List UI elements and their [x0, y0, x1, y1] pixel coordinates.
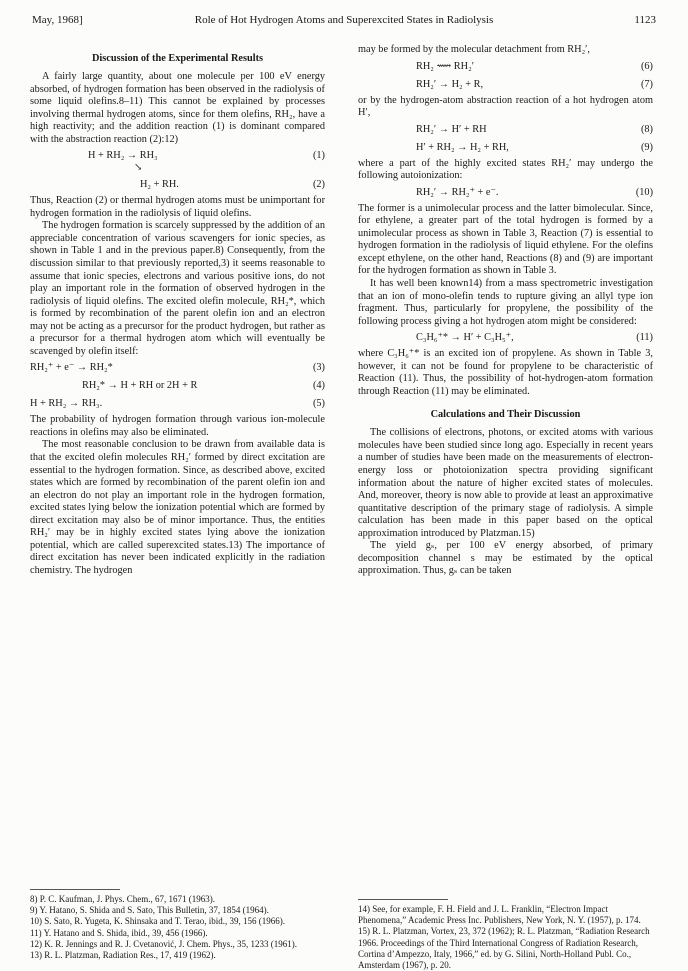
paragraph: Thus, Reaction (2) or thermal hydrogen atoms must be unimportant for hydrogen formation in the radiolysis of liquid olefins.	[30, 195, 325, 219]
equation-10	[358, 185, 653, 201]
equation-number: (11)	[636, 332, 653, 344]
equation-formula: C₃H₆⁺* → H′ + C₃H₅⁺,	[416, 332, 514, 344]
footnote-rule	[30, 889, 120, 890]
equation-formula: RH₂⁺ + e⁻ → RH₂*	[30, 362, 113, 374]
footnote: 10) S. Sato, R. Yugeta, K. Shinsaka and T. Terao, ibid., 39, 156 (1966).	[30, 916, 286, 927]
footnote: 11) Y. Hatano and S. Shida, ibid., 39, 456 (1966).	[30, 927, 208, 938]
footnote: 14) See, for example, F. H. Field and J. L. Franklin, “Electron Impact Phenomena,” Academic Press Inc. Publishers, New York, N. Y. (1957), p. 174.	[358, 904, 641, 926]
equation-5	[30, 396, 325, 412]
footnote: 13) R. L. Platzman, Radiation Res., 17, 419 (1962).	[30, 950, 216, 961]
paragraph: The yield gₛ, per 100 eV energy absorbed, of primary decomposition channel s may be estimated by the optical approximation. Thus, gₛ can be taken	[358, 540, 653, 577]
equation-11	[358, 330, 653, 346]
equation-9	[358, 140, 653, 156]
paragraph: The hydrogen formation is scarcely suppressed by the addition of an appreciable concentration of various scavengers for ionic species, as shown in Table 1 and in the previous paper.8) Consequently, from the discussion similar to that previously reported,3) it seems reasonable to assume that ionic species, electrons and various positive ions, do not play an important role in the formation of observed hydrogen in the radiolysis of liquid olefins. The excited olefin molecule, RH₂*, which is formed by recombination of the parent olefin ion and an electron may not be acting as a precursor for the product hydrogen, but rather as a precursor for a thermal hydrogen atom which will eventually be scavenged by olefin itself:	[30, 220, 325, 357]
paragraph: The collisions of electrons, photons, or excited atoms with various molecules have been studied since long ago. Especially in recent years a number of studies have been made on the measurements of electron-energy loss or photoionization spectra providing significant information about the nature of higher excited states of molecules. And, moreover, theory is now able to provide at least an approximative quantitative description of the primary stage of radiolysis. A simple calculation has been made in this paper based on the optical approximation introduced by Platzman.15)	[358, 427, 653, 539]
equation-number: (1)	[312, 150, 325, 162]
equation-number: (8)	[640, 123, 653, 135]
footnote: 9) Y. Hatano, S. Shida and S. Sato, This Bulletin, 37, 1854 (1964).	[30, 905, 269, 916]
paragraph: where C₃H₆⁺* is an excited ion of propylene. As shown in Table 3, however, it can not be found for propylene to be characteristic of Reaction (11). Thus, the possibility of hot-hydrogen-atom formation through Reaction (11) may be eliminated.	[358, 348, 653, 397]
equation-7	[358, 77, 653, 93]
equation-formula: H′ + RH₂ → H₂ + RH,	[416, 141, 509, 153]
paragraph: The former is a unimolecular process and the latter bimolecular. Since, for ethylene, a greater part of the total hydrogen is formed by a unimolecular process as shown in Table 3, Reaction (7) is essential to hydrogen formation in the radiolysis of liquid ethylene. For the olefins except ethylene, on the other hand, Reactions (8) and (9) are important for the hydrogen formation as shown in Table 3.	[358, 202, 653, 277]
paragraph: A fairly large quantity, about one molecule per 100 eV energy absorbed, of hydrogen formation has been observed in the radiolysis of some liquid olefins.8–11) This cannot be explained by processes involving thermal hydrogen atoms, since for them olefins, RH₂, have a high reactivity; and the addition reaction (1) is dominant compared with the abstraction reaction (2):12)	[30, 71, 325, 145]
header-title: Role of Hot Hydrogen Atoms and Superexcited States in Radiolysis	[194, 14, 494, 26]
branch-arrow-glyph: ↘	[134, 162, 143, 174]
equation-4	[30, 378, 325, 394]
equation-formula: RH₂′ → RH₂⁺ + e⁻.	[416, 186, 499, 198]
paragraph: It has well been known14) from a mass spectrometric investigation that an ion of mono-olefin tends to rupture giving an allyl type ion fragment. Thus, particularly for propylene, the possibility of the following process giving a hot hydrogen atom might be considered:	[358, 278, 653, 327]
equation-formula: H + RH₂ → RH₃.	[30, 398, 103, 410]
paragraph: where a part of the highly excited states RH₂′ may undergo the following autoionization:	[358, 157, 653, 182]
equation-6	[358, 59, 653, 75]
header-date: May, 1968]	[32, 14, 83, 26]
equation-formula: RH₂′ → H′ + RH	[416, 123, 487, 135]
equation-number: (2)	[312, 179, 325, 191]
paragraph: may be formed by the molecular detachment from RH₂′,	[358, 44, 591, 55]
equation-number: (3)	[312, 362, 325, 374]
left-column	[30, 48, 325, 578]
equation-number: (9)	[640, 141, 653, 153]
equation-formula: RH₂* → H + RH or 2H + R	[82, 380, 198, 392]
equation-formula: H + RH₂ → RH₃	[88, 150, 158, 162]
equation-3	[30, 360, 325, 376]
equation-formula: RH₂ ⟿ RH₂′	[416, 60, 474, 72]
equation-number: (7)	[640, 78, 653, 90]
paragraph: The probability of hydrogen formation through various ion-molecule reactions in olefins may also be eliminated.	[30, 414, 325, 438]
footnote: 15) R. L. Platzman, Vortex, 23, 372 (1962); R. L. Platzman, “Radiation Research 1966. Proceedings of the Third International Congress of Radiation Research, Cortina d’Ampezzo, Italy, 1966,” ed. by G. Silini, North-Holland Publ. Co., Amsterdam (1967), p. 20.	[358, 926, 650, 971]
equation-formula: RH₂′ → H₂ + R,	[416, 78, 484, 90]
footnote: 8) P. C. Kaufman, J. Phys. Chem., 67, 1671 (1963).	[30, 894, 215, 904]
equation-formula: H₂ + RH.	[140, 179, 179, 191]
running-header	[32, 14, 656, 30]
equation-number: (4)	[312, 380, 325, 392]
branch-arrow	[30, 162, 325, 175]
equation-number: (10)	[635, 186, 653, 198]
paragraph: or by the hydrogen-atom abstraction reaction of a hot hydrogen atom H′,	[358, 94, 653, 119]
equation-number: (6)	[640, 60, 653, 72]
footnotes-right	[358, 904, 654, 971]
footnotes-left	[30, 894, 322, 961]
section-heading-discussion: Discussion of the Experimental Results	[91, 53, 264, 64]
paragraph: The most reasonable conclusion to be drawn from available data is that the excited olefin molecules RH₂′ formed by direct excitation are essential to the hydrogen formation. Since, as described above, excited states which are formed by recombination of the parent olefin ion and an electron do not play an important role in the hydrogen formation, excited states lying below the ionization potential which are formed by direct excitation may also be of minor importance. Thus, the entities RH₂′ may be in highly excited states lying above the ionization potential, which are called superexcited states.13) The importance of direct excitation has never been indicated explicitly in the radiation chemistry. The hydrogen	[30, 439, 325, 576]
equation-1	[30, 148, 325, 164]
right-column	[358, 44, 653, 578]
footnote-rule	[358, 899, 448, 900]
equation-8	[358, 122, 653, 138]
page-number: 1123	[634, 14, 656, 26]
equation-2	[30, 177, 325, 193]
equation-number: (5)	[312, 398, 325, 410]
footnote: 12) K. R. Jennings and R. J. Cvetanović, J. Chem. Phys., 35, 1233 (1961).	[30, 938, 297, 949]
section-heading-calculations: Calculations and Their Discussion	[430, 409, 581, 421]
